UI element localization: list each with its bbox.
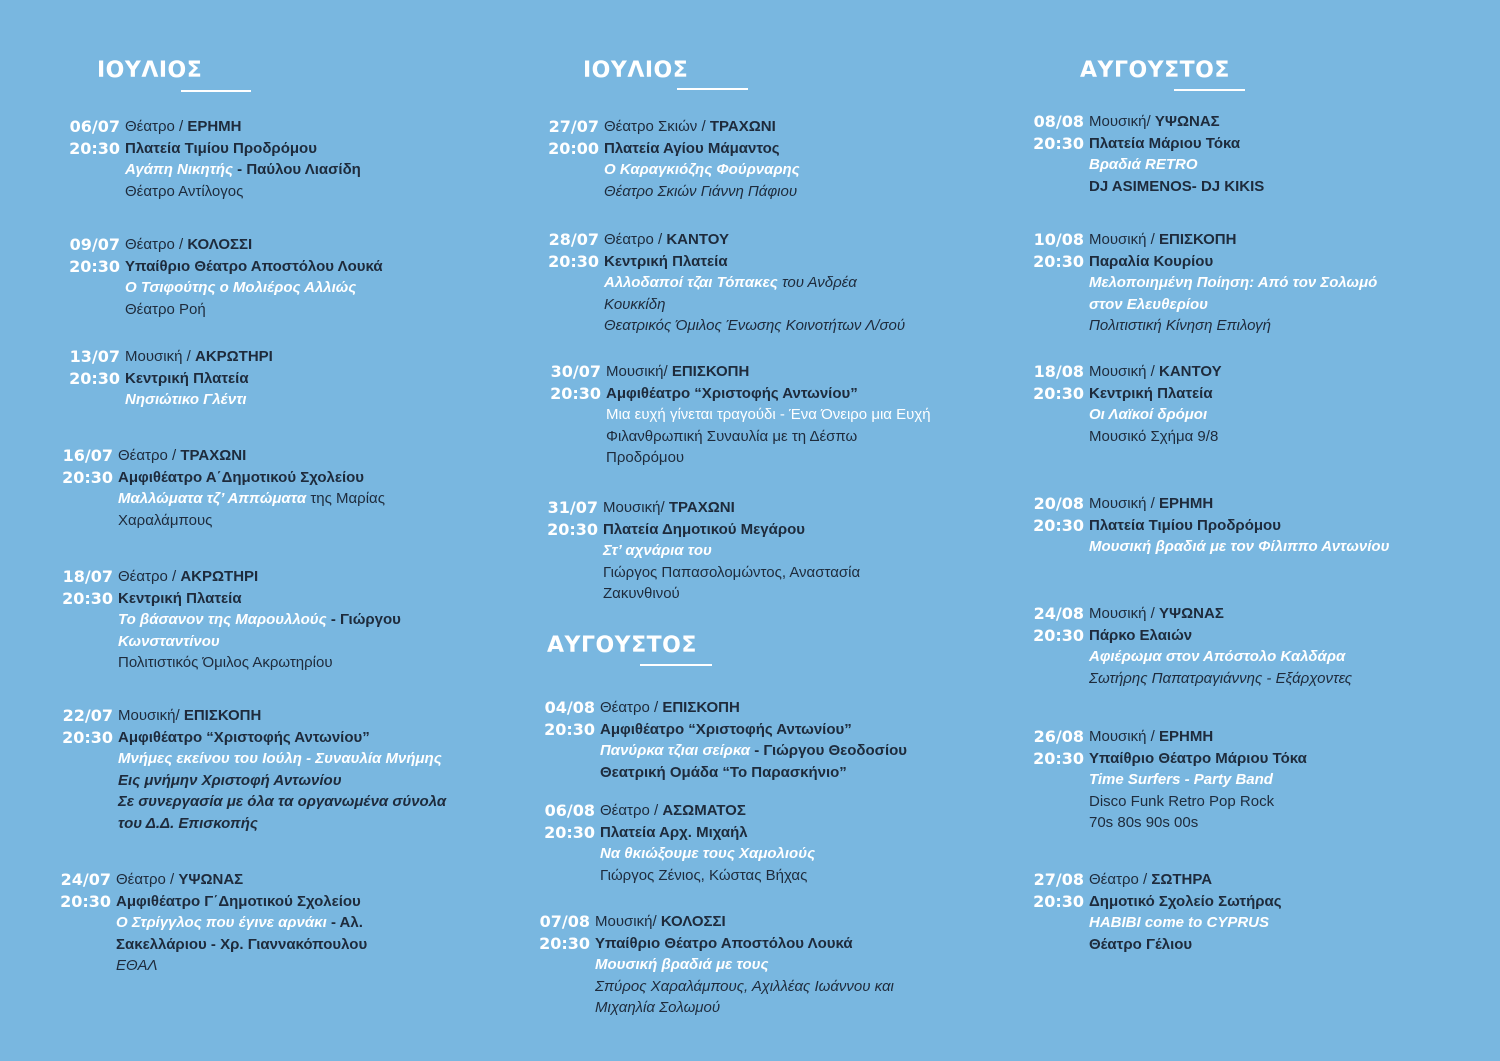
event-item: 06/07 20:30 Θέατρο / ΕΡΗΜΗ Πλατεία Τιμίου Προδρόμου Αγάπη Νικητής - Παύλου Λιασίδη Θέατρο Αντίλογος — [66, 116, 361, 202]
event-item: 06/08 20:30 Θέατρο / ΑΣΩΜΑΤΟΣ Πλατεία Αρχ. Μιχαήλ Να θκιώξουμε τους Χαμολιούς Γιώργος Ζένιος, Κώστας Βήχας — [541, 800, 815, 886]
event-item: 20/08 20:30 Μουσική / ΕΡΗΜΗ Πλατεία Τιμίου Προδρόμου Μουσική βραδιά με τον Φίλιππο Αντωνίου — [1030, 493, 1389, 558]
event-datetime: 13/07 20:30 — [69, 347, 120, 388]
event-item: 26/08 20:30 Μουσική / ΕΡΗΜΗ Υπαίθριο Θέατρο Μάριου Τόκα Time Surfers - Party Band Disco Funk Retro Pop Rock 70s 80s 90s 00s — [1030, 726, 1307, 834]
event-datetime: 22/07 20:30 — [62, 706, 113, 747]
event-item: 13/07 20:30 Μουσική / ΑΚΡΩΤΗΡΙ Κεντρική Πλατεία Νησιώτικο Γλέντι — [66, 346, 273, 411]
event-item: 16/07 20:30 Θέατρο / ΤΡΑΧΩΝΙ Αμφιθέατρο Α΄Δημοτικού Σχολείου Μαλλώματα τζ’ Αππώματα της Μαρίας Χαραλάμπους — [59, 445, 385, 531]
event-datetime: 30/07 20:30 — [550, 362, 601, 403]
event-datetime: 16/07 20:30 — [62, 446, 113, 487]
event-datetime: 27/07 20:00 — [548, 117, 599, 158]
month-underline — [677, 88, 748, 90]
event-item: 27/07 20:00 Θέατρο Σκιών / ΤΡΑΧΩΝΙ Πλατεία Αγίου Μάμαντος Ο Καραγκιόζης Φούρναρης Θέατρο Σκιών Γιάννη Πάφιου — [545, 116, 800, 202]
event-datetime: 20/08 20:30 — [1033, 494, 1084, 535]
event-item: 30/07 20:30 Μουσική/ ΕΠΙΣΚΟΠΗ Αμφιθέατρο “Χριστοφής Αντωνίου” Μια ευχή γίνεται τραγούδι - Ένα Όνειρο μια Ευχή Φιλανθρωπική Συναυλία με τη Δέσπω Προδρόμου — [547, 361, 931, 469]
event-datetime: 31/07 20:30 — [547, 498, 598, 539]
event-datetime: 28/07 20:30 — [548, 230, 599, 271]
event-item: 04/08 20:30 Θέατρο / ΕΠΙΣΚΟΠΗ Αμφιθέατρο “Χριστοφής Αντωνίου” Πανύρκα τζιαι σείρκα - Γιώργου Θεοδοσίου Θεατρική Ομάδα “Το Παρασκήνιο” — [541, 697, 907, 783]
event-datetime: 04/08 20:30 — [544, 698, 595, 739]
event-item: 31/07 20:30 Μουσική/ ΤΡΑΧΩΝΙ Πλατεία Δημοτικού Μεγάρου Στ’ αχνάρια του Γιώργος Παπασολομώντος, Αναστασία Ζακυνθινού — [544, 497, 860, 605]
event-datetime: 24/08 20:30 — [1033, 604, 1084, 645]
event-datetime: 27/08 20:30 — [1033, 870, 1084, 911]
month-underline — [1174, 89, 1245, 91]
event-datetime: 06/07 20:30 — [69, 117, 120, 158]
event-item: 18/08 20:30 Μουσική / ΚΑΝΤΟΥ Κεντρική Πλατεία Οι Λαϊκοί δρόμοι Μουσικό Σχήμα 9/8 — [1030, 361, 1222, 447]
month-heading: ΑΥΓΟΥΣΤΟΣ — [547, 633, 697, 658]
event-datetime: 26/08 20:30 — [1033, 727, 1084, 768]
event-item: 18/07 20:30 Θέατρο / ΑΚΡΩΤΗΡΙ Κεντρική Πλατεία Το βάσανον της Μαρουλλούς - Γιώργου Κωνσταντίνου Πολιτιστικός Όμιλος Ακρωτηρίου — [59, 566, 401, 674]
event-item: 09/07 20:30 Θέατρο / ΚΟΛΟΣΣΙ Υπαίθριο Θέατρο Αποστόλου Λουκά Ο Τσιφούτης ο Μολιέρος Αλλιώς Θέατρο Ροή — [66, 234, 383, 320]
event-datetime: 10/08 20:30 — [1033, 230, 1084, 271]
event-item: 10/08 20:30 Μουσική / ΕΠΙΣΚΟΠΗ Παραλία Κουρίου Μελοποιημένη Ποίηση: Από τον Σολωμό στον Ελευθερίου Πολιτιστική Κίνηση Επιλογή — [1030, 229, 1377, 337]
event-item: 07/08 20:30 Μουσική/ ΚΟΛΟΣΣΙ Υπαίθριο Θέατρο Αποστόλου Λουκά Μουσική βραδιά με τους Σπύρος Χαραλάμπους, Αχιλλέας Ιωάννου και Μιχαηλία Σολωμού — [536, 911, 894, 1019]
event-item: 27/08 20:30 Θέατρο / ΣΩΤΗΡΑ Δημοτικό Σχολείο Σωτήρας HABIBI come to CYPRUS Θέατρο Γέλιου — [1030, 869, 1282, 955]
event-datetime: 09/07 20:30 — [69, 235, 120, 276]
month-underline — [640, 664, 712, 666]
month-heading: ΑΥΓΟΥΣΤΟΣ — [1080, 58, 1230, 83]
event-item: 22/07 20:30 Μουσική/ ΕΠΙΣΚΟΠΗ Αμφιθέατρο “Χριστοφής Αντωνίου” Μνήμες εκείνου του Ιούλη - Συναυλία Μνήμης Εις μνήμην Χριστοφή Αντωνίου Σε συνεργασία με όλα τα οργανωμένα σύνολα του Δ.Δ. Επισκοπής — [59, 705, 446, 834]
month-underline — [181, 90, 251, 92]
event-datetime: 18/07 20:30 — [62, 567, 113, 608]
event-item: 24/07 20:30 Θέατρο / ΥΨΩΝΑΣ Αμφιθέατρο Γ΄Δημοτικού Σχολείου Ο Στρίγγλος που έγινε αρνάκι - Αλ. Σακελλάριου - Χρ. Γιαννακόπουλου ΕΘΑΛ — [57, 869, 367, 977]
event-datetime: 24/07 20:30 — [60, 870, 111, 911]
month-heading: ΙΟΥΛΙΟΣ — [583, 58, 689, 83]
event-datetime: 06/08 20:30 — [544, 801, 595, 842]
event-item: 08/08 20:30 Μουσική/ ΥΨΩΝΑΣ Πλατεία Μάριου Τόκα Βραδιά RETRO DJ ASIMENOS- DJ KIKIS — [1030, 111, 1264, 197]
event-datetime: 07/08 20:30 — [539, 912, 590, 953]
event-item: 24/08 20:30 Μουσική / ΥΨΩΝΑΣ Πάρκο Ελαιών Αφιέρωμα στον Απόστολο Καλδάρα Σωτήρης Παπατραγιάννης - Εξάρχοντες — [1030, 603, 1352, 689]
event-datetime: 08/08 20:30 — [1033, 112, 1084, 153]
event-datetime: 18/08 20:30 — [1033, 362, 1084, 403]
event-item: 28/07 20:30 Θέατρο / ΚΑΝΤΟΥ Κεντρική Πλατεία Αλλοδαποί τζαι Τόπακες του Ανδρέα Κουκκίδη Θεατρικός Όμιλος Ένωσης Κοινοτήτων Λ/σού — [545, 229, 905, 337]
month-heading: ΙΟΥΛΙΟΣ — [97, 58, 203, 83]
